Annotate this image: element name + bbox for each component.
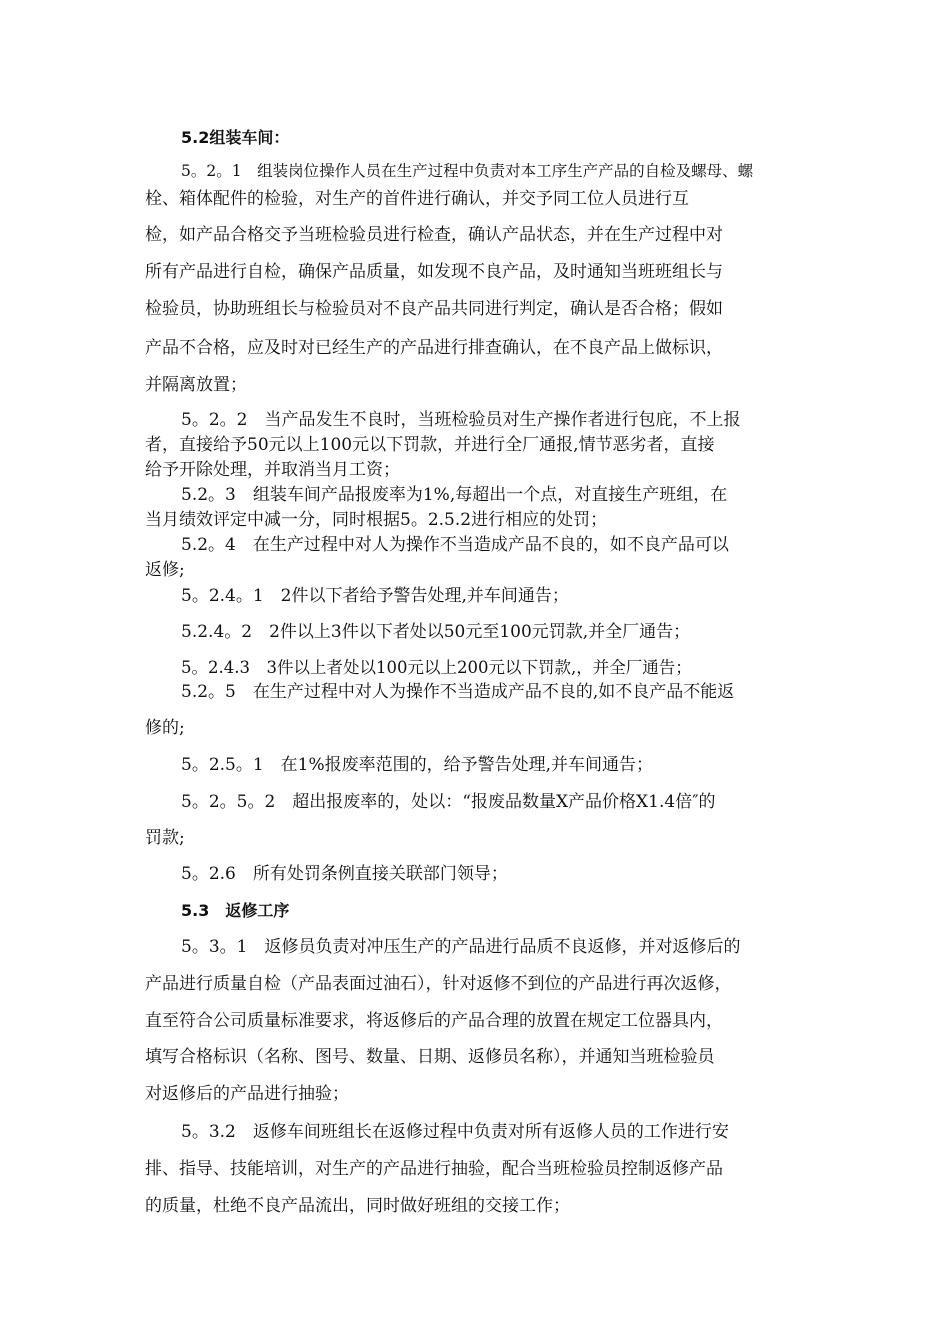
paragraph-line: 并隔离放置； [145,375,247,395]
paragraph-line: 5。3。1 返修员负责对冲压生产的产品进行品质不良返修，并对返修后的 [181,937,741,957]
paragraph-line: 修的; [145,718,185,738]
paragraph-line: 检，如产品合格交予当班检验员进行检查，确认产品状态，并在生产过程中对 [145,225,723,245]
paragraph-line: 检验员，协助班组长与检验员对不良产品共同进行判定，确认是否合格；假如 [145,299,723,319]
paragraph-line: 5.2。5 在生产过程中对人为操作不当造成产品不良的,如不良产品不能返 [181,682,735,702]
paragraph-line: 5.2.4。2 2件以上3件以下者处以50元至100元罚款,并全厂通告； [181,622,691,642]
paragraph-line: 5。2.4。1 2件以下者给予警告处理,并车间通告； [181,586,569,606]
paragraph-line: 5。2。1 组装岗位操作人员在生产过程中负责对本工序生产产品的自检及螺母、螺 [181,162,754,180]
paragraph-line: 产品不合格，应及时对已经生产的产品进行排查确认，在不良产品上做标识， [145,338,723,358]
paragraph-line: 罚款; [145,828,185,848]
paragraph-line: 5。2.5。1 在1%报废率范围的，给予警告处理,并车间通告； [181,755,654,775]
paragraph-line: 返修; [145,560,185,580]
paragraph-line: 5。3.2 返修车间班组长在返修过程中负责对所有返修人员的工作进行安 [181,1122,729,1142]
paragraph-line: 5.2。4 在生产过程中对人为操作不当造成产品不良的，如不良产品可以 [181,535,729,555]
paragraph-line: 给予开除处理，并取消当月工资； [145,460,400,480]
paragraph-line: 对返修后的产品进行抽验； [145,1084,349,1104]
paragraph-line: 的质量，杜绝不良产品流出，同时做好班组的交接工作； [145,1196,570,1216]
paragraph-line: 5。2.4.3 3件以上者处以100元以上200元以下罚款,，并全厂通告； [181,658,692,677]
paragraph-line: 所有产品进行自检，确保产品质量，如发现不良产品，及时通知当班班组长与 [145,262,723,282]
paragraph-line: 栓、箱体配件的检验，对生产的首件进行确认，并交予同工位人员进行互 [145,189,689,209]
section-heading-5-3: 5.3 返修工序 [181,901,290,920]
paragraph-line: 5。2。2 当产品发生不良时，当班检验员对生产操作者进行包庇，不上报 [181,410,741,430]
paragraph-line: 5。2。5。2 超出报废率的，处以：“报废品数量X产品价格X1.4倍″的 [181,792,716,812]
paragraph-line: 5。2.6 所有处罚条例直接关联部门领导； [181,864,508,884]
paragraph-line: 填写合格标识（名称、图号、数量、日期、返修员名称），并通知当班检验员 [145,1047,715,1067]
paragraph-line: 5.2。3 组装车间产品报废率为1%,每超出一个点，对直接生产班组，在 [181,485,728,505]
paragraph-line: 直至符合公司质量标准要求，将返修后的产品合理的放置在规定工位器具内， [145,1011,723,1031]
paragraph-line: 排、指导、技能培训，对生产的产品进行抽验，配合当班检验员控制返修产品 [145,1159,723,1179]
paragraph-line: 产品进行质量自检（产品表面过油石），针对返修不到位的产品进行再次返修， [145,974,732,994]
paragraph-line: 当月绩效评定中减一分，同时根据5。2.5.2进行相应的处罚； [145,510,608,530]
section-heading-5-2: 5.2组装车间： [181,128,290,147]
paragraph-line: 者，直接给予50元以上100元以下罚款，并进行全厂通报,情节恶劣者，直接 [145,435,715,455]
